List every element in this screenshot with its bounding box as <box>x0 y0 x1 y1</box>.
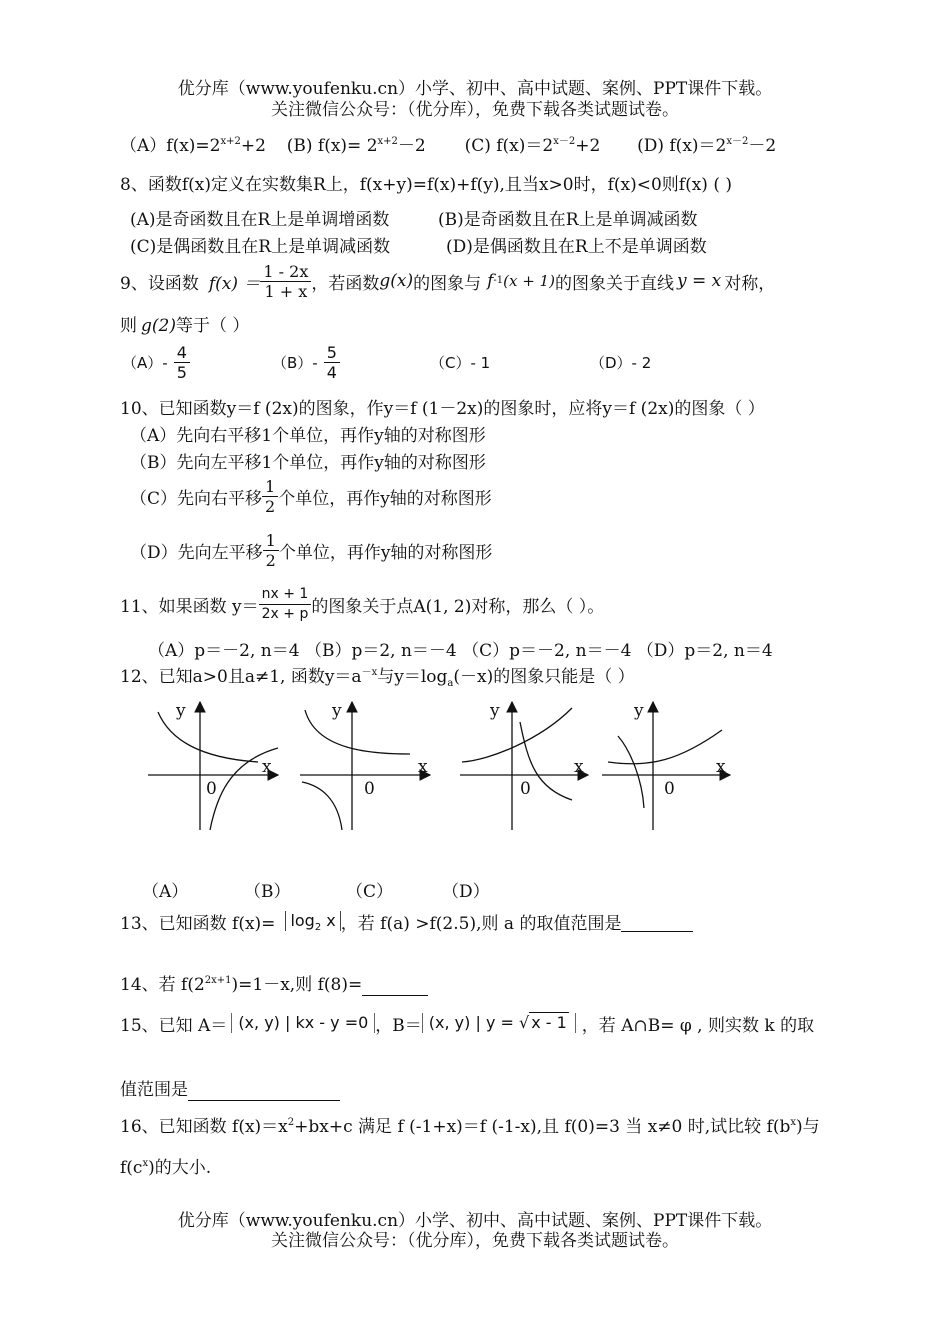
q10-opt-a: （A）先向右平移1个单位，再作y轴的对称图形 <box>130 426 486 446</box>
graph-c <box>460 702 588 830</box>
q14-answer-blank[interactable] <box>362 975 428 996</box>
q7-opt-c: (C) $f(x)=2^{x-2}+2$ <box>464 136 601 156</box>
q9-text: 9、设函数 f(x) ＝ $\frac{1 - 2x}{1 + x}$ ，若函数 g(x) 的图象与 f -1 (x + 1) 的图象关于直线 y = x 对称， <box>120 261 776 301</box>
q15-set-b: (x, y) | y = √ x - 1 <box>422 1013 576 1033</box>
header-line-2: 关注微信公众号：（优分库），免费下载各类试题试卷。 <box>271 100 679 120</box>
graph-d-y-label: y <box>634 701 644 721</box>
graph-a-x-label: x <box>262 757 272 777</box>
graph-c-x-label: x <box>574 757 584 777</box>
q10-text: 10、已知函数y＝f (2x)的图象，作y＝f (1－2x)的图象时，应将y＝f (2x)的图象（ ） <box>120 399 765 419</box>
graph-c-y-label: y <box>490 701 500 721</box>
q7-options <box>120 131 776 156</box>
graph-c-origin: 0 <box>520 779 531 799</box>
q9-opt-a: （A）- $\frac{4}{5}$ <box>122 340 190 384</box>
graph-b-x-label: x <box>418 757 428 777</box>
footer-line-2: 关注微信公众号：（优分库），免费下载各类试题试卷。 <box>271 1231 679 1251</box>
q9-opt-c: （C）- 1 <box>430 354 491 372</box>
q15-text: 15、已知 A＝ (x, y) | kx - y =0 ，B＝ (x, y) | y = √ x - 1 ，若 A∩B= φ , 则实数 k 的取 <box>120 1013 815 1036</box>
q9-fraction: $\frac{1 - 2x}{1 + x}$ <box>260 262 311 301</box>
q7-opt-a: $(A)f(x)=2^{x+2}+2$ <box>120 136 266 156</box>
q12-label-c: （C） <box>346 882 394 902</box>
q8-opt-b: (B)是奇函数且在R上是单调减函数 <box>438 210 698 230</box>
q8-opt-c: (C)是偶函数且在R上是单调减函数 <box>130 237 391 257</box>
graph-a-y-label: y <box>176 701 186 721</box>
q15-line2: 值范围是 <box>120 1075 340 1101</box>
q11-text: 11、如果函数 y＝ $\frac{nx + 1}{2x + p}$ 的图象关于点A(1, 2)对称，那么（ ）。 <box>120 585 605 622</box>
graph-b <box>300 702 430 830</box>
q12-label-a: （A） <box>142 882 189 902</box>
q13-answer-blank[interactable] <box>621 911 693 932</box>
q10-opt-c: （C）先向右平移 $\frac{1}{2}$ 个单位，再作y轴的对称图形 <box>130 476 492 516</box>
graph-d-x-label: x <box>716 757 726 777</box>
graph-a <box>148 702 278 830</box>
q12-graphs <box>140 690 740 840</box>
q15-answer-blank[interactable] <box>188 1080 340 1101</box>
q9-line2: 则 g(2)等于（ ） <box>120 316 250 336</box>
graph-d-origin: 0 <box>664 779 675 799</box>
q10-opt-b: （B）先向左平移1个单位，再作y轴的对称图形 <box>130 453 486 473</box>
q10-opt-d: （D）先向左平移 $\frac{1}{2}$ 个单位，再作y轴的对称图形 <box>130 530 493 570</box>
q13-abs: $\log_2 x$ <box>285 911 340 931</box>
q12-label-d: （D） <box>442 882 490 902</box>
q15-set-a: (x, y) | kx - y =0 <box>231 1013 375 1033</box>
q7-opt-b: (B) $f(x)= 2^{x+2}-2$ <box>286 136 426 156</box>
q16-line1: 16、已知函数 $f(x)=x^2+bx+c$ 满足 f (-1+x)＝f (-1-x),且 f(0)=3 当 x≠0 时,试比较 $f(b^x)$与 <box>120 1117 820 1137</box>
q11-options: （A）p＝－2, n＝4 （B）p＝2, n＝－4 （C）p＝－2, n＝－4 （D）p＝2, n＝4 <box>148 641 773 661</box>
q8-opt-a: (A)是奇函数且在R上是单调增函数 <box>130 210 390 230</box>
graph-b-origin: 0 <box>364 779 375 799</box>
q13-text: 13、已知函数 f(x)= $\log_2 x$ ，若 f(a) >f(2.5),则 a 的取值范围是 <box>120 903 693 939</box>
graph-b-y-label: y <box>332 701 342 721</box>
q12-label-b: （B） <box>244 882 291 902</box>
graph-a-origin: 0 <box>206 779 217 799</box>
q9-opt-b: （B）- $\frac{5}{4}$ <box>272 340 340 384</box>
q16-line2: $f(c^x)$的大小. <box>120 1158 212 1178</box>
q7-opt-d: (D) $f(x)=2^{x-2}-2$ <box>637 136 777 156</box>
footer-line-1: 优分库（www.youfenku.cn）小学、初中、高中试题、案例、PPT课件下载。 <box>177 1211 773 1231</box>
q8-opt-d: (D)是偶函数且在R上不是单调函数 <box>446 237 707 257</box>
graph-d <box>602 702 730 830</box>
q9-opt-d: （D）- 2 <box>590 354 652 372</box>
q8-text: 8、函数f(x)定义在实数集R上，f(x+y)=f(x)+f(y),且当x>0时，f(x)<0则f(x) ( ) <box>120 175 733 195</box>
header-line-1: 优分库（www.youfenku.cn）小学、初中、高中试题、案例、PPT课件下载。 <box>177 79 773 99</box>
q12-text: 12、已知a>0且a≠1, 函数$y=a^{-x}$与$y=\log_a(-x)$的图象只能是（ ） <box>120 667 635 689</box>
q14-text: 14、若 $f(2^{2x+1})=1-x$,则 f(8)= <box>120 970 428 996</box>
